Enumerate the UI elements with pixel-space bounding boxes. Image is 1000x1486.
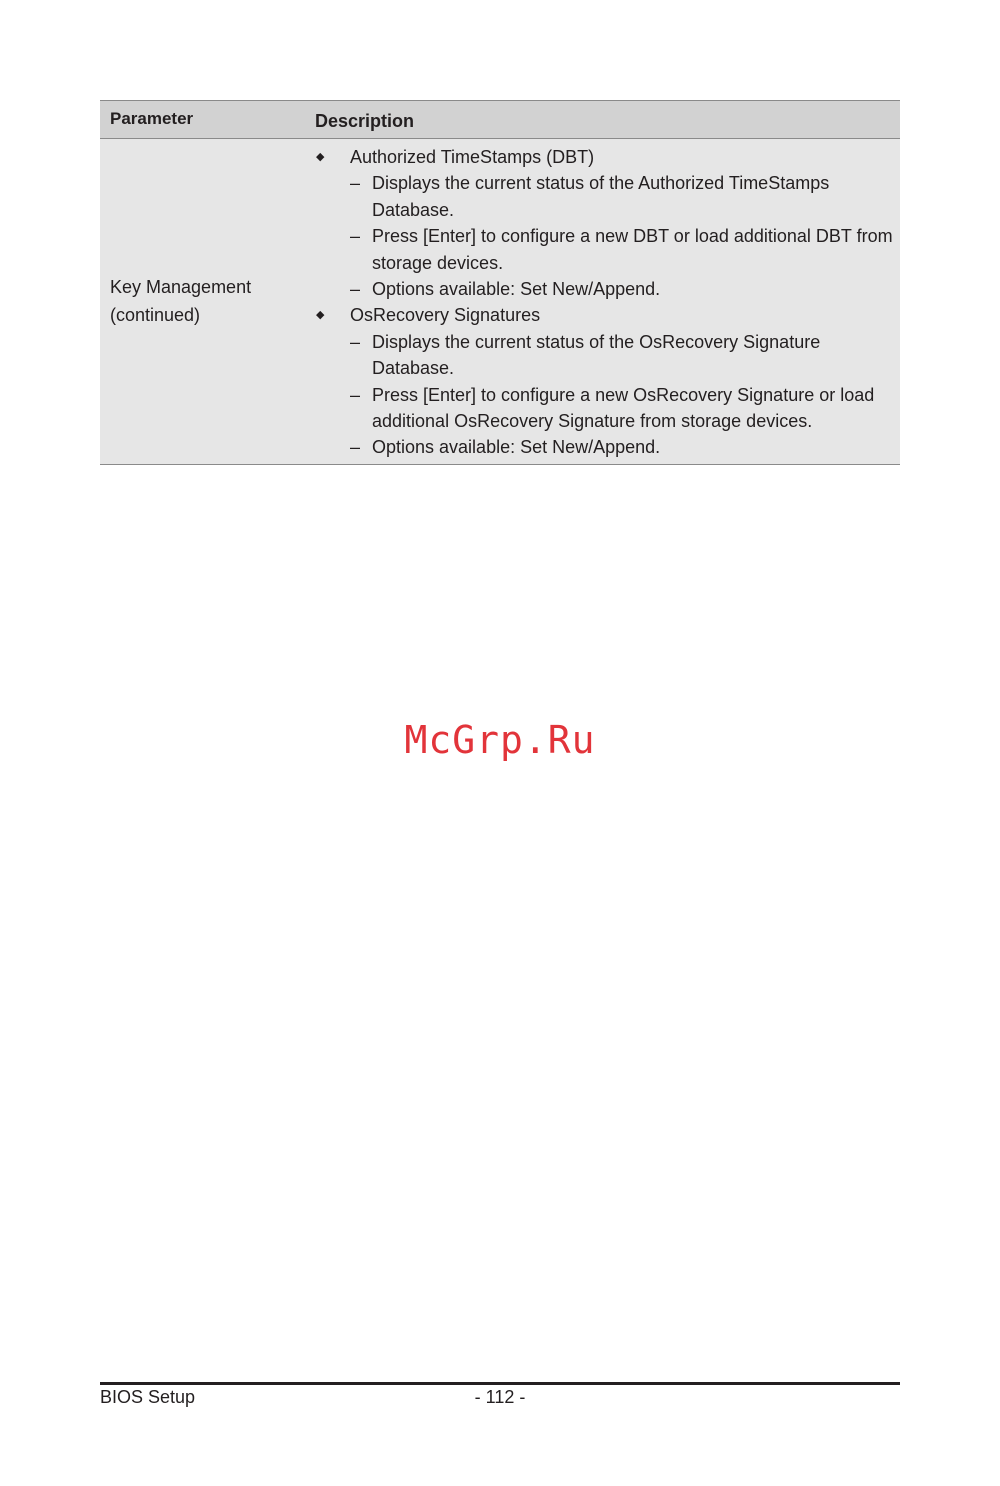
sub-item — [315, 329, 900, 382]
watermark: McGrp.Ru — [404, 718, 596, 762]
page-number: - 112 - — [474, 1387, 526, 1407]
diamond-bullet-icon: ◆ — [316, 151, 325, 163]
header-parameter: Parameter — [110, 109, 194, 128]
dash-bullet-icon: – — [350, 384, 361, 405]
dash-bullet-icon: – — [350, 437, 361, 458]
dash-bullet-icon: – — [350, 331, 361, 352]
sub-item-text: Press [Enter] to configure a new OsRecovery Signature or load — [372, 384, 875, 405]
item-osrecovery-signatures — [315, 302, 900, 328]
sub-item-text: Displays the current status of the Authorized TimeStamps Database. — [372, 173, 830, 220]
sub-item-text: Options available: Set New/Append. — [372, 279, 661, 300]
footer-section-title: BIOS Setup — [100, 1387, 196, 1407]
sub-item-continuation — [315, 408, 900, 434]
sub-item-text: Press [Enter] to configure a new DBT or load additional DBT from — [372, 226, 893, 247]
sub-item — [315, 434, 900, 460]
item-authorized-timestamps — [315, 144, 900, 170]
sub-item — [315, 382, 900, 408]
sub-item-text: Options available: Set New/Append. — [372, 437, 661, 458]
sub-item-text: additional OsRecovery Signature from storage devices. — [372, 411, 813, 432]
sub-item — [315, 276, 900, 302]
sub-item — [315, 170, 900, 223]
parameter-name: Key Management — [110, 277, 252, 298]
footer-divider — [100, 1382, 900, 1385]
sub-item-continuation — [315, 250, 900, 276]
diamond-bullet-icon: ◆ — [316, 309, 325, 322]
item-title: Authorized TimeStamps (DBT) — [350, 147, 595, 167]
dash-bullet-icon: – — [350, 226, 361, 247]
parameter-continued: (continued) — [110, 305, 201, 326]
table-row — [100, 139, 900, 464]
dash-bullet-icon: – — [350, 279, 361, 300]
dash-bullet-icon: – — [350, 173, 361, 194]
table-header — [100, 101, 900, 139]
sub-item — [315, 223, 900, 249]
parameter-cell — [100, 139, 315, 464]
header-description: Description — [315, 111, 415, 131]
sub-item-text: storage devices. — [372, 252, 504, 273]
item-title: OsRecovery Signatures — [350, 305, 541, 326]
parameter-table — [100, 100, 900, 465]
description-cell — [315, 139, 900, 464]
sub-item-text: Displays the current status of the OsRecovery Signature Database. — [372, 331, 821, 379]
